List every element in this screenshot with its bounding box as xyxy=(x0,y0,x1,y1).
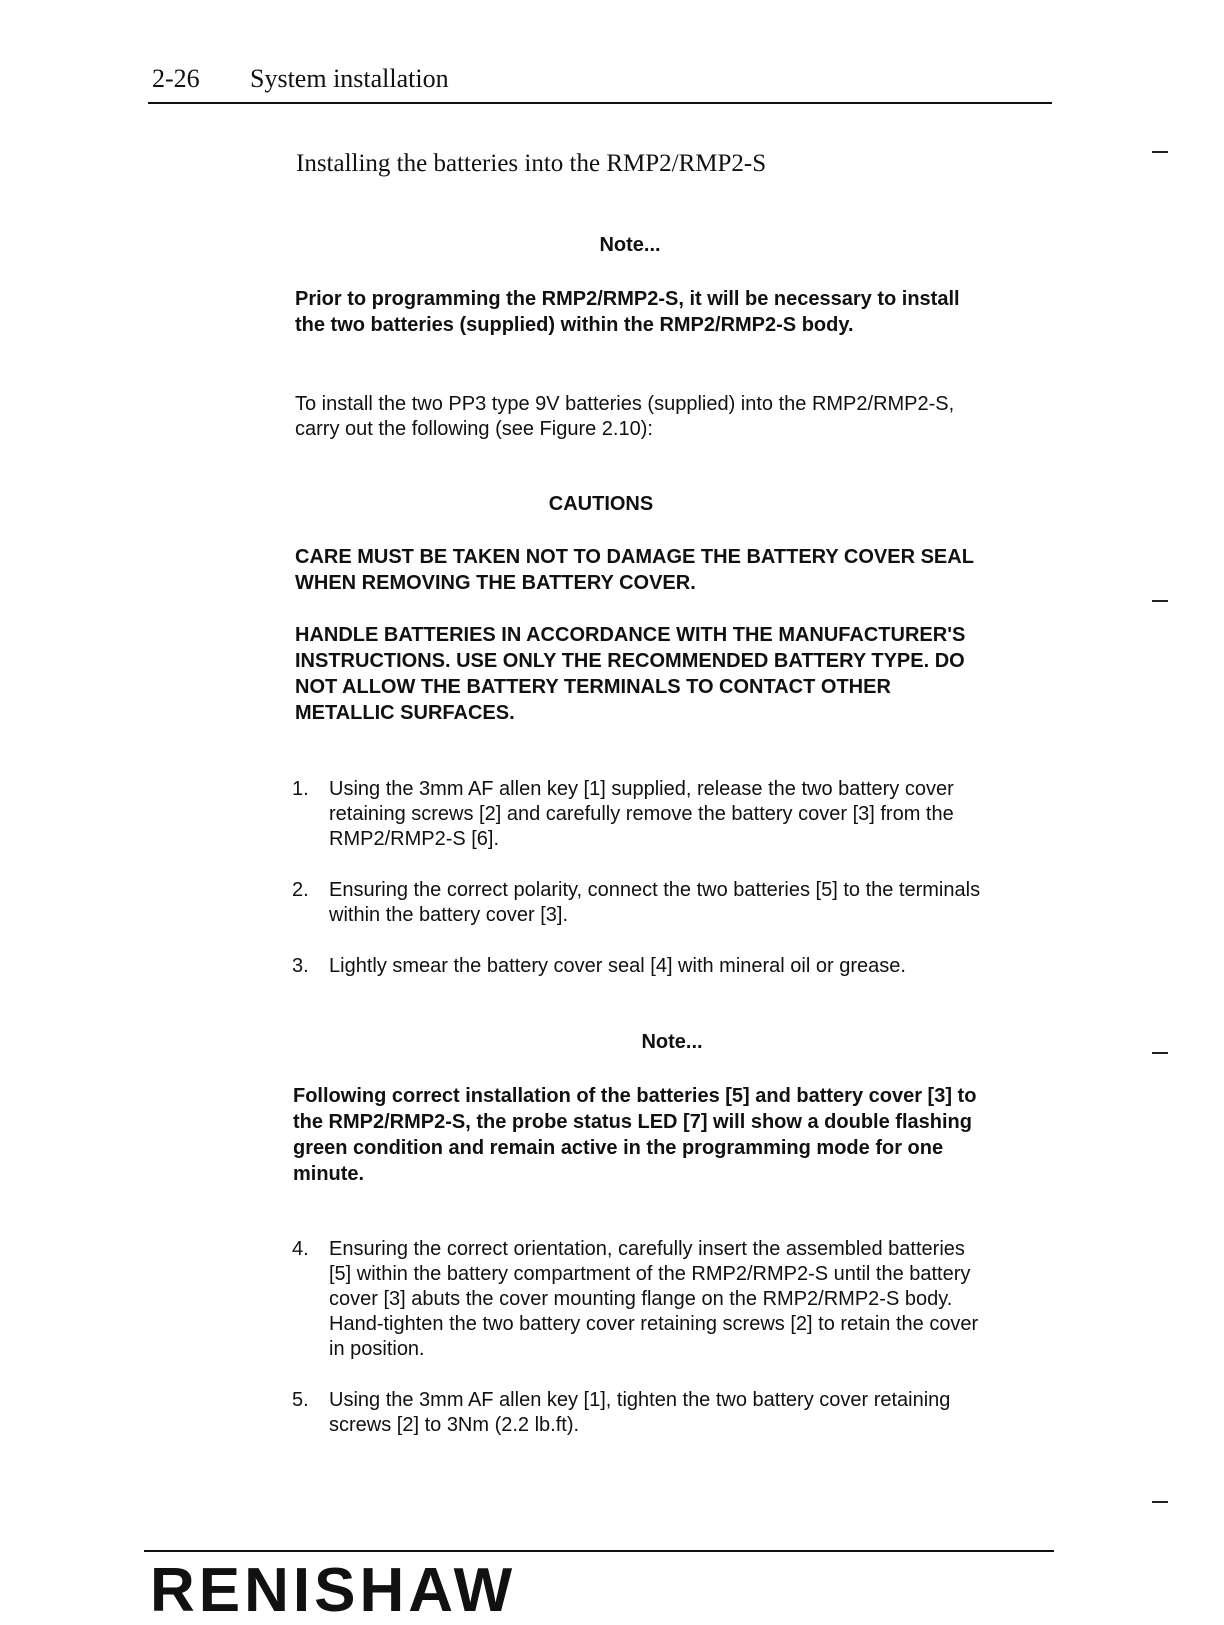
step-number: 1. xyxy=(292,778,309,800)
note-line: minute. xyxy=(293,1163,365,1185)
step-line: [5] within the battery compartment of the RMP2/RMP2-S until the battery xyxy=(329,1263,971,1285)
renishaw-logo: RENISHAW xyxy=(150,1556,517,1625)
page-header xyxy=(148,62,1052,104)
step-text xyxy=(329,1237,1054,1362)
note-line: Prior to programming the RMP2/RMP2-S, it will be necessary to install xyxy=(295,288,960,310)
step-number: 5. xyxy=(292,1389,309,1411)
margin-mark xyxy=(1152,151,1168,153)
step-text xyxy=(329,954,1054,979)
note-heading: Note... xyxy=(599,234,661,256)
note-text xyxy=(295,286,1055,338)
step-text xyxy=(329,878,1054,928)
step-line: RMP2/RMP2-S [6]. xyxy=(329,828,500,850)
step-line: Lightly smear the battery cover seal [4] with mineral oil or grease. xyxy=(329,955,906,977)
step-text xyxy=(329,777,1054,852)
caution-2 xyxy=(295,622,1055,726)
caution-line: METALLIC SURFACES. xyxy=(295,702,515,724)
caution-line: WHEN REMOVING THE BATTERY COVER. xyxy=(295,572,696,594)
step-number: 4. xyxy=(292,1238,309,1260)
note-text xyxy=(293,1083,1063,1187)
caution-1 xyxy=(295,544,1055,596)
step-line: in position. xyxy=(329,1338,425,1360)
note-line: the two batteries (supplied) within the RMP2/RMP2-S body. xyxy=(295,314,854,336)
step-line: retaining screws [2] and carefully remove the battery cover [3] from the xyxy=(329,803,954,825)
step-number: 2. xyxy=(292,879,309,901)
header-section-title: System installation xyxy=(250,64,449,93)
step-line: within the battery cover [3]. xyxy=(329,904,569,926)
cautions-heading: CAUTIONS xyxy=(548,493,654,515)
intro-line: carry out the following (see Figure 2.10): xyxy=(295,418,653,440)
caution-line: NOT ALLOW THE BATTERY TERMINALS TO CONTACT OTHER xyxy=(295,676,891,698)
step-line: Using the 3mm AF allen key [1] supplied, release the two battery cover xyxy=(329,778,954,800)
step-number: 3. xyxy=(292,955,309,977)
step-line: cover [3] abuts the cover mounting flange on the RMP2/RMP2-S body. xyxy=(329,1288,953,1310)
step-line: Ensuring the correct orientation, carefully insert the assembled batteries xyxy=(329,1238,965,1260)
margin-mark xyxy=(1152,1052,1168,1054)
intro-line: To install the two PP3 type 9V batteries (supplied) into the RMP2/RMP2-S, xyxy=(295,393,955,415)
note-heading: Note... xyxy=(641,1031,703,1053)
caution-line: HANDLE BATTERIES IN ACCORDANCE WITH THE MANUFACTURER'S xyxy=(295,624,966,646)
note-line: green condition and remain active in the programming mode for one xyxy=(293,1137,944,1159)
caution-line: CARE MUST BE TAKEN NOT TO DAMAGE THE BATTERY COVER SEAL xyxy=(295,546,974,568)
step-line: screws [2] to 3Nm (2.2 lb.ft). xyxy=(329,1414,580,1436)
section-title: Installing the batteries into the RMP2/RMP2-S xyxy=(296,150,767,177)
note-line: Following correct installation of the batteries [5] and battery cover [3] to xyxy=(293,1085,977,1107)
margin-mark xyxy=(1152,1501,1168,1503)
step-text xyxy=(329,1388,1054,1438)
step-line: Using the 3mm AF allen key [1], tighten the two battery cover retaining xyxy=(329,1389,951,1411)
caution-line: INSTRUCTIONS. USE ONLY THE RECOMMENDED BATTERY TYPE. DO xyxy=(295,650,965,672)
step-line: Ensuring the correct polarity, connect the two batteries [5] to the terminals xyxy=(329,879,981,901)
note-line: the RMP2/RMP2-S, the probe status LED [7] will show a double flashing xyxy=(293,1111,972,1133)
intro-paragraph xyxy=(295,392,1055,442)
margin-mark xyxy=(1152,600,1168,602)
page-number: 2-26 xyxy=(152,64,200,93)
footer-rule xyxy=(144,1550,1054,1552)
step-line: Hand-tighten the two battery cover retaining screws [2] to retain the cover xyxy=(329,1313,979,1335)
